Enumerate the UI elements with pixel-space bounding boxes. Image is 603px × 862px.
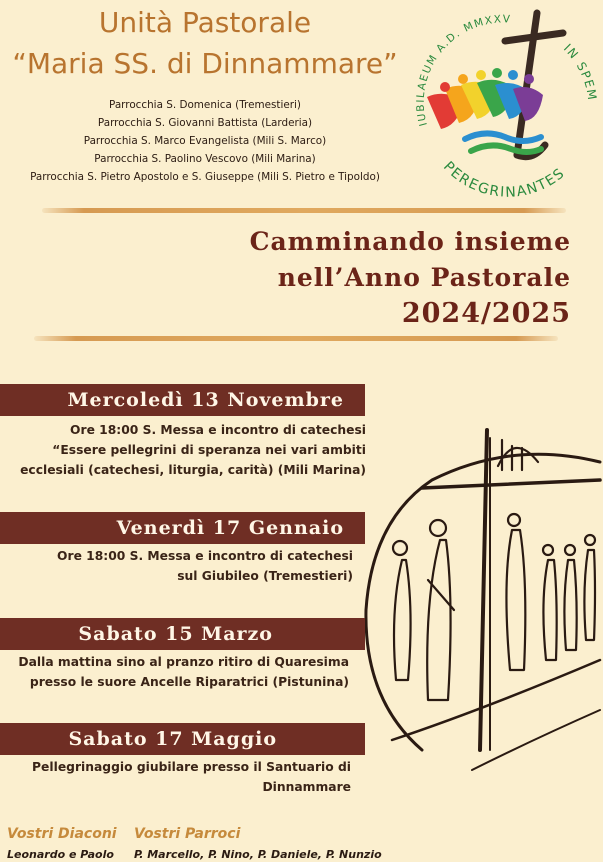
event-date-band: Mercoledì 13 Novembre [0, 384, 365, 416]
unit-subtitle: “Maria SS. di Dinnammare” [12, 47, 398, 80]
parish-item: Parrocchia S. Giovanni Battista (Larderia) [97, 117, 313, 129]
parish-item: Parrocchia S. Paolino Vescovo (Mili Marina) [94, 153, 316, 165]
event-line: Dinnammare [262, 780, 351, 794]
deacons-names: Leonardo e Paolo [7, 848, 114, 861]
parish-item: Parrocchia S. Pietro Apostolo e S. Giuseppe (Mili S. Pietro e Tipoldo) [30, 171, 380, 183]
event-description [20, 420, 366, 480]
event-date-band: Sabato 17 Maggio [0, 723, 365, 755]
headline-line-1: Camminando insieme [249, 227, 571, 256]
priests-label: Vostri Parroci [134, 826, 241, 842]
event-line: “Essere pellegrini di speranza nei vari ambiti [52, 443, 366, 457]
event-line: Ore 18:00 S. Messa e incontro di catechesi [70, 423, 366, 437]
pilgrims-icon [427, 68, 543, 129]
deacons-label: Vostri Diaconi [7, 826, 117, 842]
event-description [57, 546, 353, 586]
parish-item: Parrocchia S. Marco Evangelista (Mili S. Marco) [83, 135, 327, 147]
pilgrims-sketch-illustration [362, 410, 603, 780]
headline-line-3: 2024/2025 [401, 298, 571, 329]
parish-list [0, 96, 410, 186]
jubilee-logo [405, 5, 603, 205]
parish-item: Parrocchia S. Domenica (Tremestieri) [109, 99, 301, 111]
event-line: Ore 18:00 S. Messa e incontro di catechesi [57, 549, 353, 563]
logo-arc-side: IN SPEM [560, 41, 600, 103]
event-line: ecclesiali (catechesi, liturgia, carità) (Mili Marina) [20, 463, 366, 477]
event-line: presso le suore Ancelle Riparatrici (Pistunina) [29, 675, 349, 689]
event-line: Dalla mattina sino al pranzo ritiro di Quaresima [18, 655, 349, 669]
priests-names: P. Marcello, P. Nino, P. Daniele, P. Nunzio [134, 848, 382, 861]
event-date-band: Venerdì 17 Gennaio [0, 512, 365, 544]
logo-arc-top: IUBILAEUM A.D. MMXXV [414, 13, 512, 128]
divider-bottom [34, 336, 558, 341]
waves-icon [465, 133, 541, 152]
logo-arc-bottom: PEREGRINANTES [440, 158, 569, 201]
event-line: sul Giubileo (Tremestieri) [177, 569, 353, 583]
event-description [32, 757, 351, 797]
divider-top [42, 208, 566, 213]
event-date-band: Sabato 15 Marzo [0, 618, 365, 650]
headline-line-2: nell’Anno Pastorale [277, 263, 571, 292]
headline [250, 224, 571, 332]
event-description [18, 652, 349, 692]
event-line: Pellegrinaggio giubilare presso il Santuario di [32, 760, 351, 774]
unit-title: Unità Pastorale [98, 6, 312, 39]
